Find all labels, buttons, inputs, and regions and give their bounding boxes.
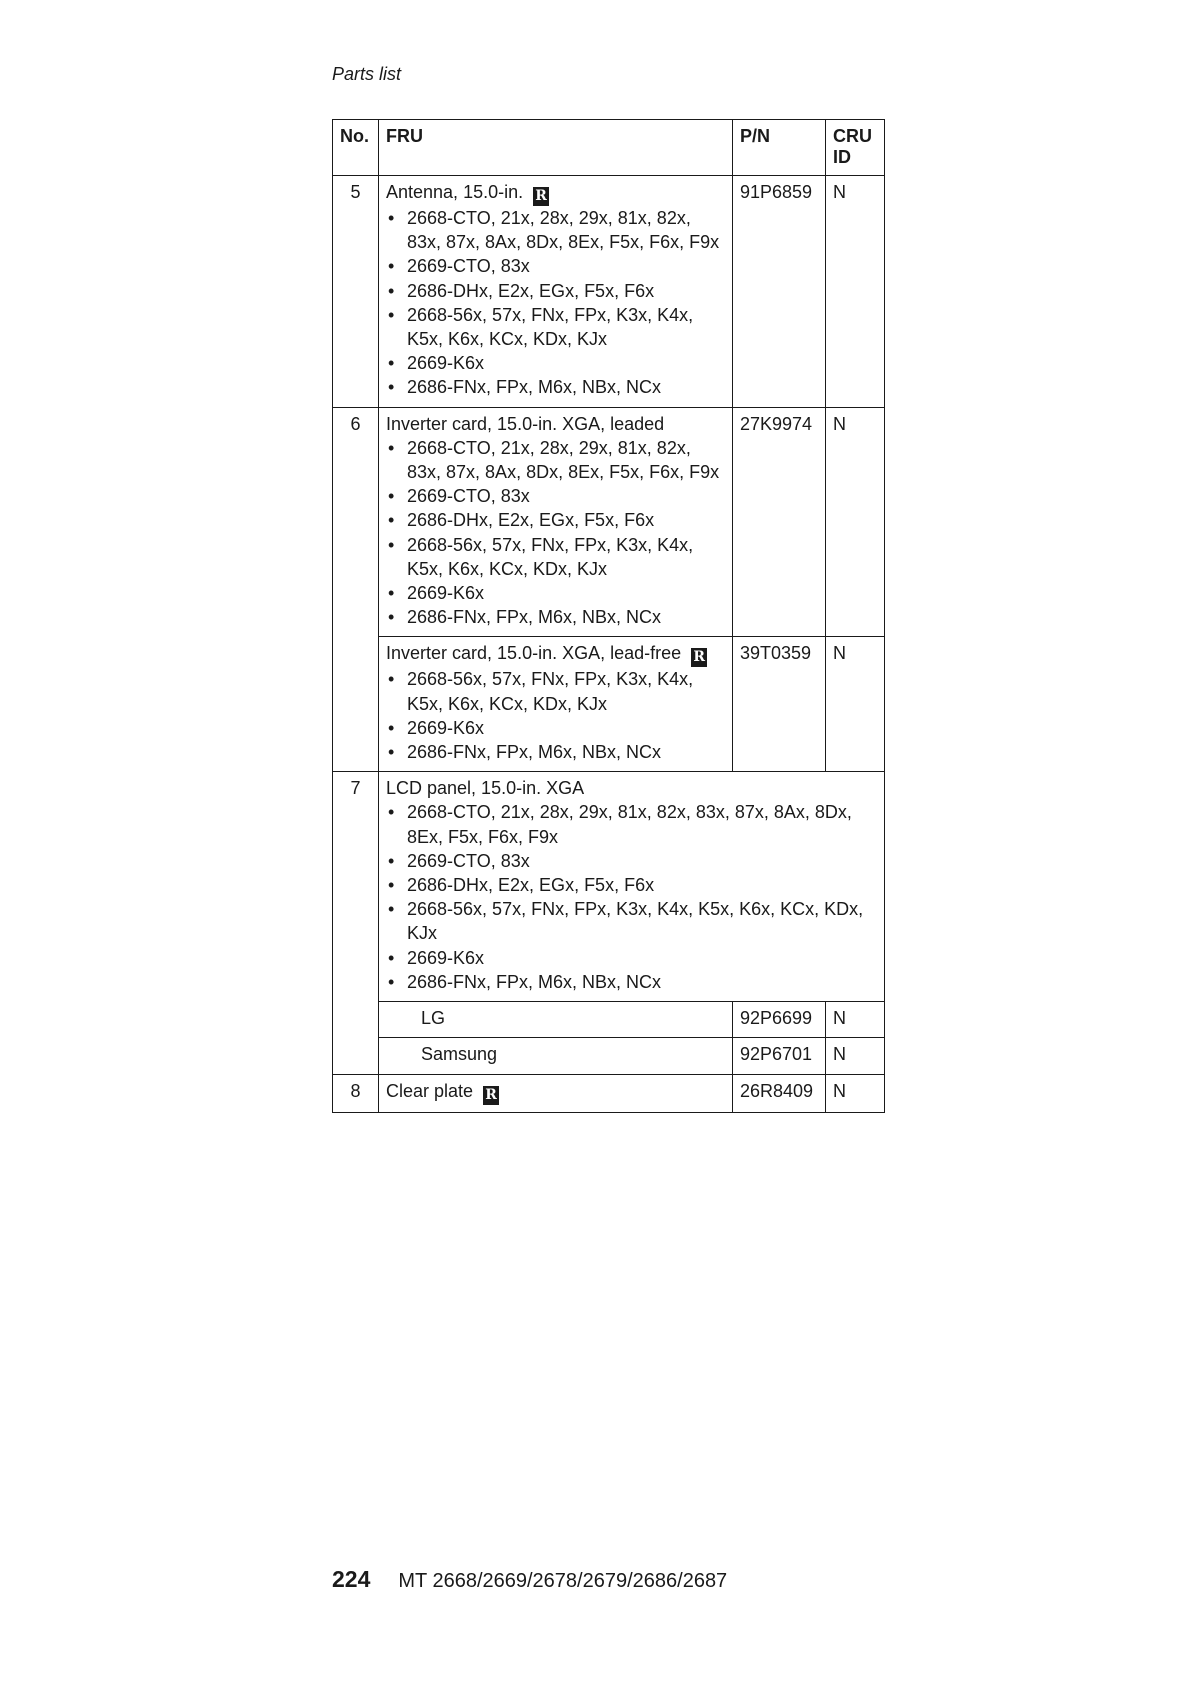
item-number: 6 — [333, 407, 379, 772]
fru-description: Antenna, 15.0-in. — [386, 182, 524, 202]
list-item: • 2669-CTO, 83x — [386, 484, 725, 508]
part-number: 92P6701 — [733, 1038, 826, 1074]
table-row — [333, 1038, 885, 1074]
item-number: 7 — [333, 772, 379, 1074]
part-number: 39T0359 — [733, 637, 826, 772]
model-list — [386, 667, 725, 764]
list-item: • 2669-K6x — [386, 946, 877, 970]
cru-id: N — [826, 1038, 885, 1074]
r-badge-icon: R — [483, 1086, 499, 1105]
fru-cell — [379, 176, 733, 408]
r-badge-icon: R — [533, 187, 549, 206]
column-header-fru: FRU — [379, 120, 733, 176]
list-item: • 2668-CTO, 21x, 28x, 29x, 81x, 82x, 83x, 87x, 8Ax, 8Dx, 8Ex, F5x, F6x, F9x — [386, 436, 725, 484]
list-item: • 2668-CTO, 21x, 28x, 29x, 81x, 82x, 83x, 87x, 8Ax, 8Dx, 8Ex, F5x, F6x, F9x — [386, 206, 725, 254]
item-number: 5 — [333, 176, 379, 408]
table-row — [333, 407, 885, 637]
list-item: • 2668-CTO, 21x, 28x, 29x, 81x, 82x, 83x, 87x, 8Ax, 8Dx, 8Ex, F5x, F6x, F9x — [386, 800, 877, 848]
list-item: • 2686-FNx, FPx, M6x, NBx, NCx — [386, 375, 725, 399]
table-row — [333, 772, 885, 1002]
fru-cell — [379, 1074, 733, 1112]
cru-id: N — [826, 637, 885, 772]
part-number: 92P6699 — [733, 1002, 826, 1038]
list-item: • 2686-DHx, E2x, EGx, F5x, F6x — [386, 873, 877, 897]
table-row — [333, 1002, 885, 1038]
list-item: • 2669-K6x — [386, 581, 725, 605]
column-header-no: No. — [333, 120, 379, 176]
table-header-row — [333, 120, 885, 176]
list-item: • 2668-56x, 57x, FNx, FPx, K3x, K4x, K5x, K6x, KCx, KDx, KJx — [386, 897, 877, 945]
list-item: • 2686-FNx, FPx, M6x, NBx, NCx — [386, 605, 725, 629]
model-list — [386, 206, 725, 400]
cru-id: N — [826, 1074, 885, 1112]
running-title: Parts list — [332, 64, 402, 84]
table-row — [333, 637, 885, 772]
list-item: • 2686-DHx, E2x, EGx, F5x, F6x — [386, 508, 725, 532]
table-row — [333, 1074, 885, 1112]
column-header-pn: P/N — [733, 120, 826, 176]
list-item: • 2669-CTO, 83x — [386, 254, 725, 278]
fru-description: Inverter card, 15.0-in. XGA, lead-free — [386, 643, 682, 664]
fru-cell — [379, 772, 885, 1002]
machine-types: MT 2668/2669/2678/2679/2686/2687 — [398, 1570, 728, 1592]
part-number: 27K9974 — [733, 407, 826, 637]
item-number: 8 — [333, 1074, 379, 1112]
vendor-name: Samsung — [379, 1038, 733, 1074]
list-item: • 2668-56x, 57x, FNx, FPx, K3x, K4x, K5x, K6x, KCx, KDx, KJx — [386, 533, 725, 581]
list-item: • 2686-FNx, FPx, M6x, NBx, NCx — [386, 970, 877, 994]
column-header-cru: CRU ID — [826, 120, 885, 176]
vendor-name: LG — [379, 1002, 733, 1038]
part-number: 91P6859 — [733, 176, 826, 408]
page-footer — [332, 1566, 727, 1593]
parts-table — [332, 119, 885, 1113]
table-row — [333, 176, 885, 408]
cru-id: N — [826, 1002, 885, 1038]
fru-description: Clear plate — [386, 1080, 474, 1101]
model-list — [386, 800, 877, 994]
cru-id: N — [826, 176, 885, 408]
page-number: 224 — [332, 1566, 371, 1592]
list-item: • 2668-56x, 57x, FNx, FPx, K3x, K4x, K5x, K6x, KCx, KDx, KJx — [386, 667, 725, 715]
list-item: • 2686-FNx, FPx, M6x, NBx, NCx — [386, 740, 725, 764]
r-badge-icon: R — [691, 648, 707, 667]
part-number: 26R8409 — [733, 1074, 826, 1112]
list-item: • 2669-K6x — [386, 716, 725, 740]
list-item: • 2668-56x, 57x, FNx, FPx, K3x, K4x, K5x, K6x, KCx, KDx, KJx — [386, 303, 725, 351]
model-list — [386, 436, 725, 630]
list-item: • 2669-K6x — [386, 351, 725, 375]
list-item: • 2686-DHx, E2x, EGx, F5x, F6x — [386, 279, 725, 303]
fru-description: LCD panel, 15.0-in. XGA — [386, 778, 585, 799]
cru-id: N — [826, 407, 885, 637]
list-item: • 2669-CTO, 83x — [386, 849, 877, 873]
fru-description: Inverter card, 15.0-in. XGA, leaded — [386, 413, 665, 434]
fru-cell — [379, 407, 733, 637]
fru-cell — [379, 637, 733, 772]
